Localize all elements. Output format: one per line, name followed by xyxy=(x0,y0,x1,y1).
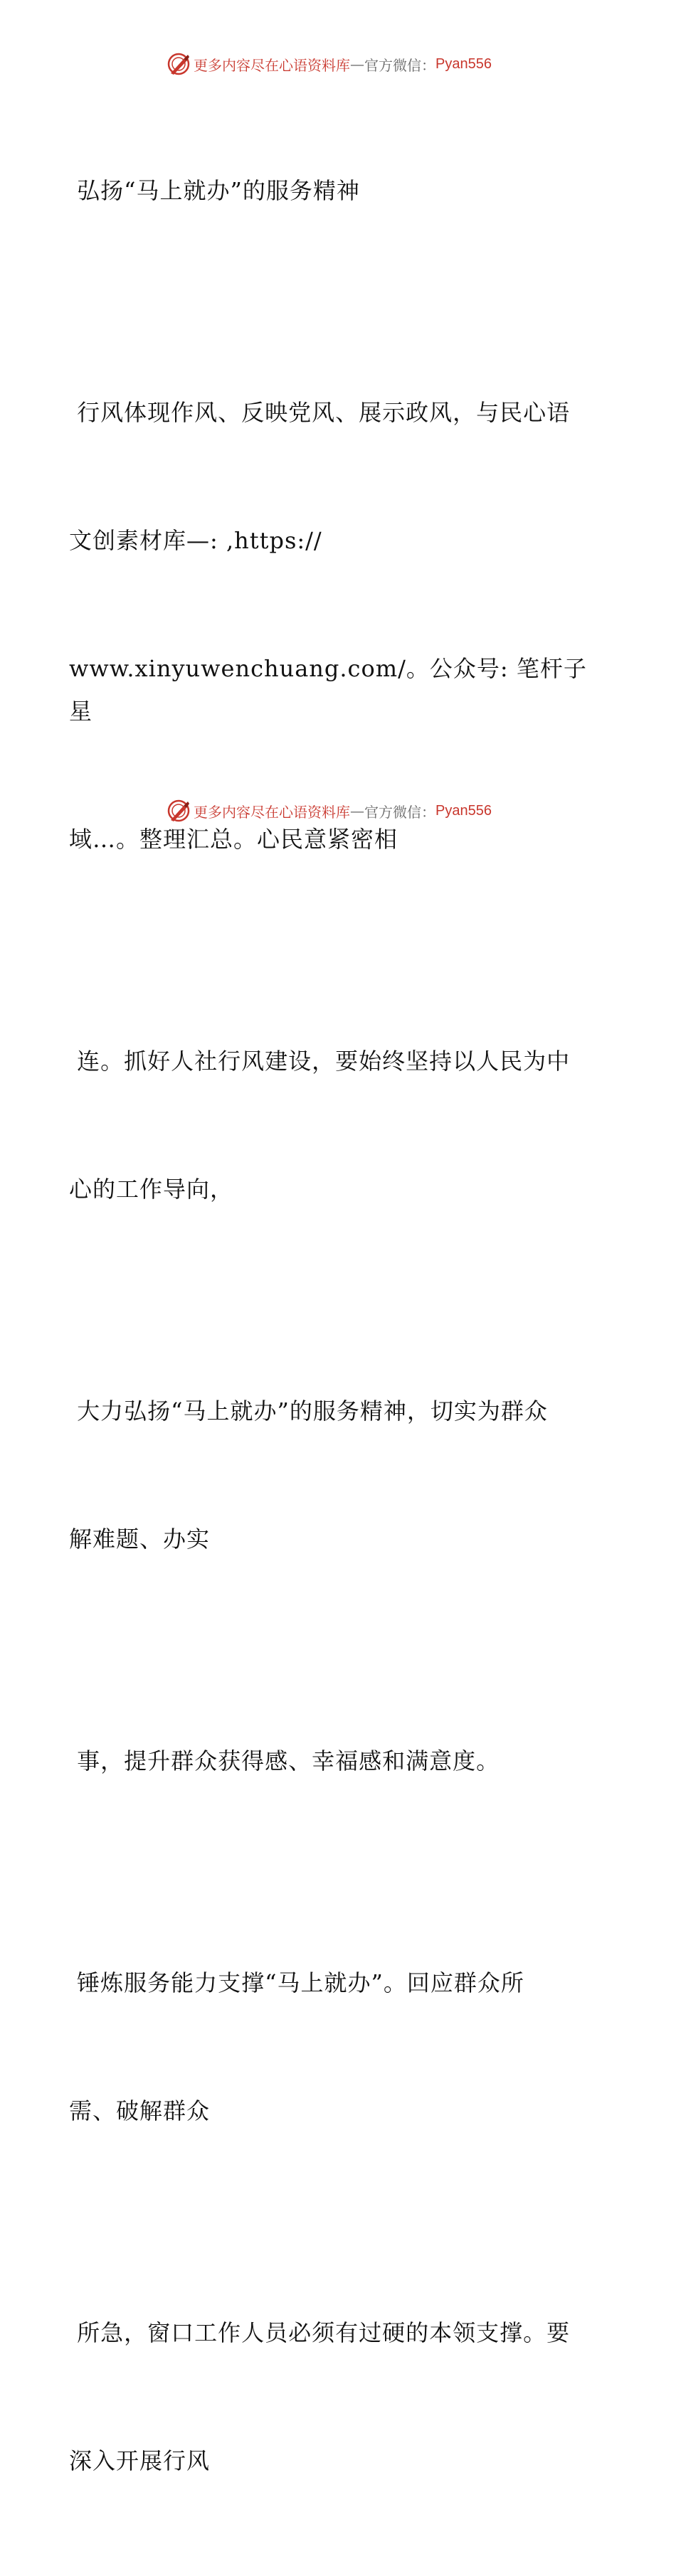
pen-logo-icon xyxy=(167,799,191,823)
paragraph xyxy=(69,954,610,1296)
text-line: 域…。整理汇总。心民意紧密相 xyxy=(69,826,398,853)
document-body xyxy=(69,84,610,2576)
paragraph xyxy=(69,1654,610,1868)
text-line: 行风体现作风、反映党风、展示政风，与民心语 xyxy=(69,399,571,426)
pen-logo-icon xyxy=(167,52,191,76)
text-line: 心的工作导向， xyxy=(69,1176,234,1203)
text-line: 弘扬“马上就办”的服务精神 xyxy=(69,177,360,204)
text-line: 锤炼服务能力支撑“马上就办”。回应群众所 xyxy=(69,1969,524,1996)
footer-banner xyxy=(167,798,492,824)
paragraph xyxy=(69,1304,610,1646)
text-line: 所急，窗口工作人员必须有过硬的本领支撑。要 xyxy=(69,2319,571,2346)
banner-wechat-label: 官方微信： xyxy=(364,56,435,74)
header-banner xyxy=(167,51,492,77)
paragraph xyxy=(69,306,610,946)
paragraph xyxy=(69,2226,610,2567)
banner-dash: — xyxy=(350,55,364,73)
banner-wechat-id: Pyan556 xyxy=(435,55,492,72)
banner-wechat-label: 官方微信： xyxy=(364,803,435,821)
text-line: 连。抓好人社行风建设，要始终坚持以人民为中 xyxy=(69,1048,571,1075)
text-line: 需、破解群众 xyxy=(69,2097,211,2124)
paragraph xyxy=(69,1876,610,2218)
banner-main-text: 更多内容尽在心语资料库 xyxy=(194,803,350,821)
banner-wechat-id: Pyan556 xyxy=(435,802,492,819)
banner-dash: — xyxy=(350,802,364,819)
text-line: 深入开展行风 xyxy=(69,2447,211,2474)
paragraph-title xyxy=(69,84,610,297)
text-line: 文创素材库—: ,https:// xyxy=(69,527,322,554)
text-line: 事，提升群众获得感、幸福感和满意度。 xyxy=(69,1747,500,1774)
text-line: www.xinyuwenchuang.com/。公众号: 笔杆子星 xyxy=(69,655,587,725)
text-line: 大力弘扬“马上就办”的服务精神，切实为群众 xyxy=(69,1398,548,1425)
banner-main-text: 更多内容尽在心语资料库 xyxy=(194,56,350,74)
text-line: 解难题、办实 xyxy=(69,1526,211,1553)
